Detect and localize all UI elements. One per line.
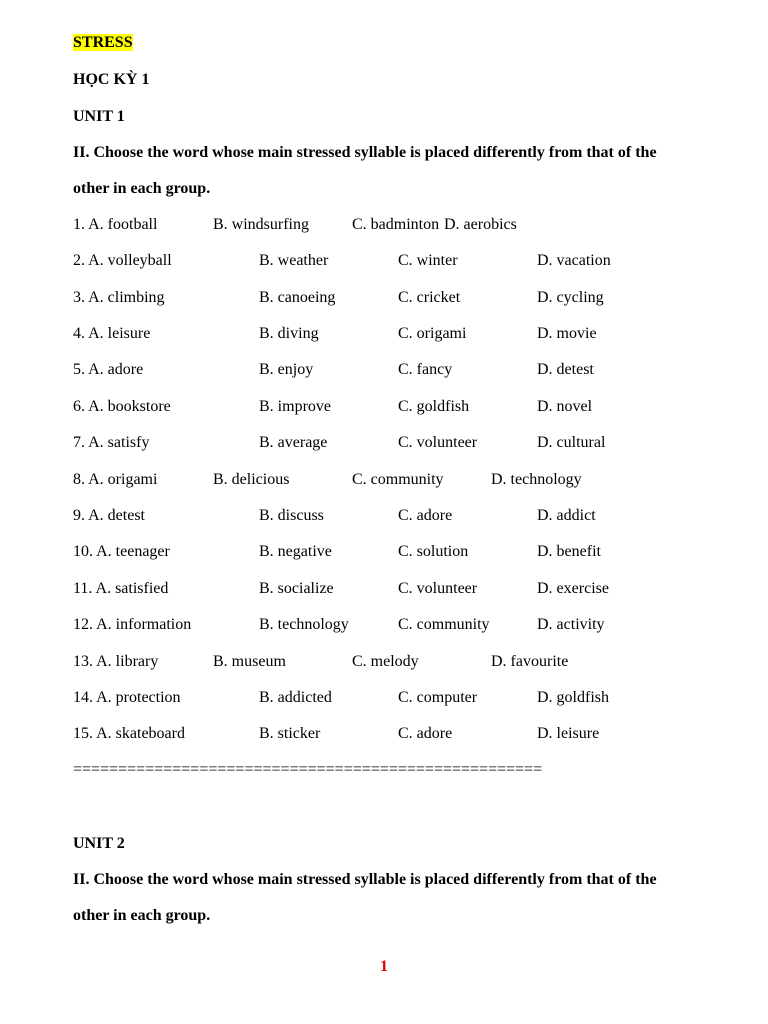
option-c: C. origami (398, 325, 467, 342)
option-a: 1. A. football (73, 216, 158, 233)
option-c: C. adore (398, 725, 453, 742)
separator-line: ==================================================== (73, 761, 543, 778)
option-c: C. cricket (398, 289, 461, 306)
instruction-unit1-line2: other in each group. (73, 180, 211, 197)
option-a: 15. A. skateboard (73, 725, 185, 742)
option-d: D. goldfish (537, 689, 609, 706)
option-b: B. diving (259, 325, 319, 342)
instruction-unit2-line1: II. Choose the word whose main stressed syllable is placed differently from that of the (73, 871, 657, 888)
option-b: B. canoeing (259, 289, 336, 306)
option-b: B. museum (213, 653, 286, 670)
option-a: 12. A. information (73, 616, 192, 633)
option-d: D. exercise (537, 580, 609, 597)
option-d: D. benefit (537, 543, 601, 560)
option-b: B. enjoy (259, 361, 314, 378)
option-c: C. computer (398, 689, 478, 706)
option-a: 4. A. leisure (73, 325, 151, 342)
option-a: 5. A. adore (73, 361, 144, 378)
option-d: D. favourite (491, 653, 569, 670)
option-a: 9. A. detest (73, 507, 145, 524)
option-b: B. socialize (259, 580, 334, 597)
option-b: B. technology (259, 616, 349, 633)
option-a: 14. A. protection (73, 689, 181, 706)
heading-term: HỌC KỲ 1 (73, 71, 150, 88)
option-d: D. aerobics (444, 216, 517, 233)
option-d: D. detest (537, 361, 594, 378)
instruction-unit1-line1: II. Choose the word whose main stressed syllable is placed differently from that of the (73, 144, 657, 161)
heading-stress (73, 33, 133, 53)
option-a: 11. A. satisfied (73, 580, 169, 597)
option-d: D. vacation (537, 252, 611, 269)
option-d: D. cultural (537, 434, 606, 451)
option-b: B. delicious (213, 471, 290, 488)
option-d: D. leisure (537, 725, 600, 742)
option-b: B. windsurfing (213, 216, 309, 233)
option-c: C. winter (398, 252, 458, 269)
instruction-unit2-line2: other in each group. (73, 907, 211, 924)
option-d: D. addict (537, 507, 596, 524)
option-b: B. discuss (259, 507, 324, 524)
option-c: C. adore (398, 507, 453, 524)
heading-unit1: UNIT 1 (73, 108, 125, 125)
option-b: B. negative (259, 543, 332, 560)
heading-unit2: UNIT 2 (73, 835, 125, 852)
option-a: 3. A. climbing (73, 289, 165, 306)
option-d: D. activity (537, 616, 605, 633)
option-b: B. improve (259, 398, 331, 415)
option-c: C. volunteer (398, 580, 478, 597)
option-b: B. weather (259, 252, 329, 269)
highlighted-stress: STRESS (73, 34, 133, 51)
option-b: B. addicted (259, 689, 332, 706)
option-c: C. melody (352, 653, 419, 670)
option-a: 10. A. teenager (73, 543, 170, 560)
option-c: C. fancy (398, 361, 453, 378)
option-d: D. movie (537, 325, 597, 342)
option-a: 7. A. satisfy (73, 434, 150, 451)
option-a: 2. A. volleyball (73, 252, 172, 269)
option-d: D. novel (537, 398, 593, 415)
option-b: B. average (259, 434, 328, 451)
page-number: 1 (380, 958, 388, 975)
option-c: C. volunteer (398, 434, 478, 451)
option-c: C. community (352, 471, 444, 488)
option-a: 6. A. bookstore (73, 398, 171, 415)
option-a: 8. A. origami (73, 471, 158, 488)
option-b: B. sticker (259, 725, 321, 742)
option-c: C. goldfish (398, 398, 470, 415)
option-c: C. community (398, 616, 490, 633)
option-d: D. cycling (537, 289, 604, 306)
option-c: C. badminton (352, 216, 440, 233)
option-d: D. technology (491, 471, 582, 488)
option-a: 13. A. library (73, 653, 159, 670)
option-c: C. solution (398, 543, 469, 560)
